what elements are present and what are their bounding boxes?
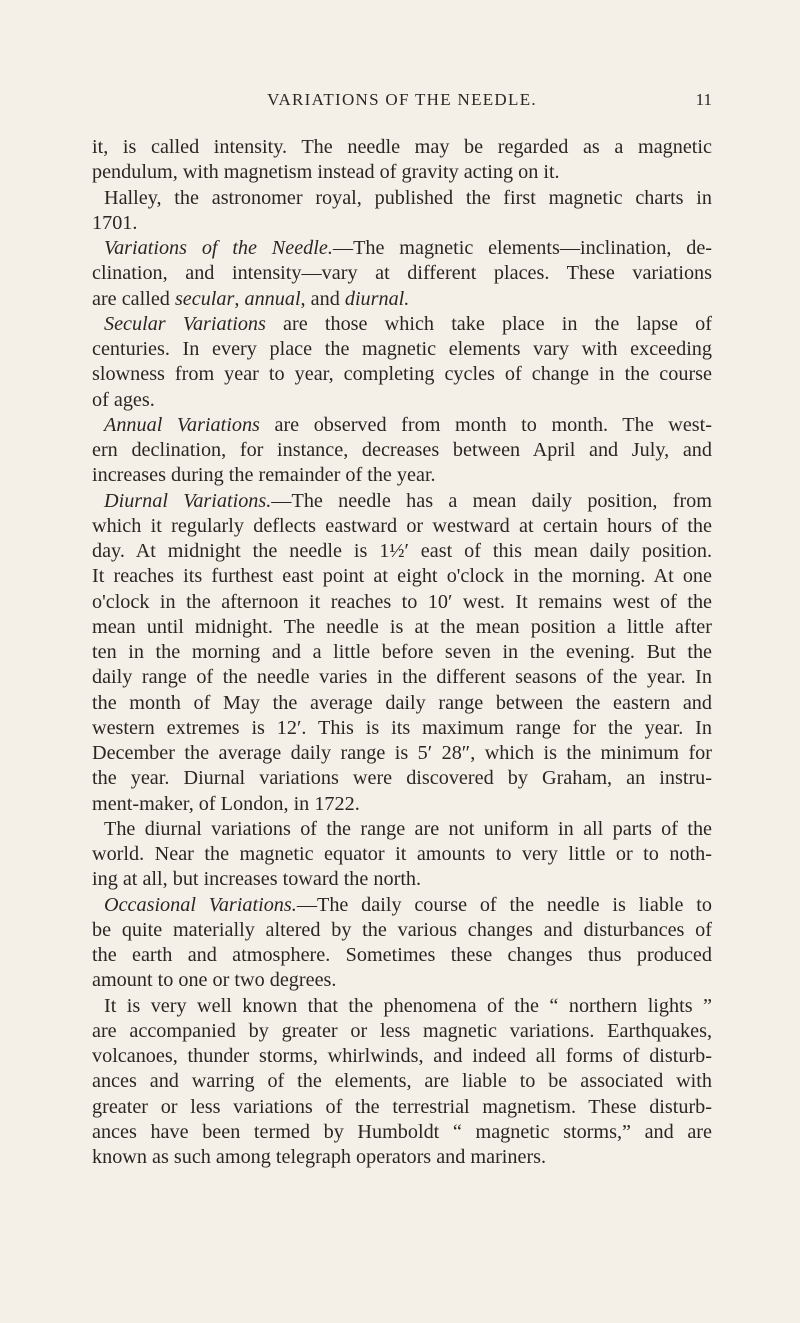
text-line [92, 362, 712, 387]
page-number: 11 [695, 90, 712, 109]
italic-run: Variations of the Needle. [104, 237, 333, 259]
text-run: o'clock in the afternoon it reaches to 10′ west. It remains west of the [92, 590, 712, 613]
text-run: slowness from year to year, completing cycles of change in the course [92, 363, 712, 386]
text-run: The diurnal variations of the range are not uniform in all parts of the [104, 817, 712, 840]
text-run: 1701. [92, 211, 138, 234]
text-run: , and [300, 287, 345, 310]
text-line [92, 817, 712, 842]
text-run: western extremes is 12′. This is its maximum range for the year. In [92, 716, 712, 739]
body-text [92, 135, 712, 1170]
text-run: —The needle has a mean daily position, from [271, 489, 712, 512]
text-run: ern declination, for instance, decreases between April and July, and [92, 439, 712, 461]
text-run: ten in the morning and a little before seven in the evening. But the [92, 641, 712, 663]
text-line [92, 388, 712, 413]
text-line [92, 413, 712, 438]
text-run: Halley, the astronomer royal, published the first magnetic charts in [104, 186, 712, 209]
text-line [92, 640, 712, 665]
text-line [92, 186, 712, 211]
text-line [92, 135, 712, 160]
text-line [92, 968, 712, 993]
text-line [92, 564, 712, 589]
italic-run: Occasional Variations. [104, 893, 297, 916]
text-line [92, 741, 712, 766]
text-run: are those which take place in the lapse of [265, 312, 712, 335]
text-run: ances and warring of the elements, are liable to be associated with [92, 1070, 712, 1093]
text-line [92, 918, 712, 943]
text-run: It is very well known that the phenomena of the “ northern lights ” [104, 994, 712, 1017]
text-line [92, 438, 712, 463]
text-line [92, 1019, 712, 1044]
text-run: are observed from month to month. The west- [259, 413, 712, 436]
text-line [92, 766, 712, 791]
italic-run: Annual Variations [104, 413, 260, 436]
text-run: the earth and atmosphere. Sometimes these changes thus produced [92, 944, 712, 966]
italic-run: Diurnal Variations. [104, 489, 272, 512]
text-run: —The daily course of the needle is liable to [296, 893, 712, 916]
text-line [92, 842, 712, 867]
text-run: greater or less variations of the terrestrial magnetism. These disturb- [92, 1095, 712, 1118]
text-line [92, 236, 712, 261]
text-line [92, 994, 712, 1019]
text-run: of ages. [92, 388, 155, 411]
text-line [92, 514, 712, 539]
text-run: world. Near the magnetic equator it amounts to very little or to noth- [92, 843, 712, 865]
text-line [92, 539, 712, 564]
text-run: mean until midnight. The needle is at the mean position a little after [92, 615, 712, 638]
text-run: day. At midnight the needle is 1½′ east of this mean daily position. [92, 540, 712, 562]
text-run: known as such among telegraph operators and mariners. [92, 1146, 547, 1168]
running-title: VARIATIONS OF THE NEEDLE. [267, 90, 537, 109]
text-line [92, 590, 712, 615]
text-run: increases during the remainder of the year. [92, 464, 436, 487]
italic-run: Secular Variations [104, 312, 266, 335]
text-run: pendulum, with magnetism instead of gravity acting on it. [92, 161, 560, 184]
text-line [92, 312, 712, 337]
text-run: be quite materially altered by the various changes and disturbances of [92, 918, 712, 941]
text-line [92, 792, 712, 817]
text-run: —The magnetic elements—inclination, de- [332, 237, 712, 259]
text-run: ment-maker, of London, in 1722. [92, 792, 360, 815]
text-run: amount to one or two degrees. [92, 969, 337, 992]
text-run: , [234, 287, 245, 310]
text-run: ing at all, but increases toward the north. [92, 868, 422, 891]
text-line [92, 463, 712, 488]
text-run: the month of May the average daily range between the eastern and [92, 691, 712, 714]
text-line [92, 1069, 712, 1094]
text-run: are called [92, 287, 175, 310]
text-line [92, 1145, 712, 1170]
text-run: centuries. In every place the magnetic elements vary with exceeding [92, 338, 712, 360]
text-run: the year. Diurnal variations were discovered by Graham, an instru- [92, 767, 712, 790]
text-run: daily range of the needle varies in the different seasons of the year. In [92, 666, 712, 689]
text-line [92, 867, 712, 892]
text-line [92, 615, 712, 640]
text-line [92, 1044, 712, 1069]
text-run: which it regularly deflects eastward or westward at certain hours of the [92, 514, 712, 537]
text-line [92, 211, 712, 236]
text-run: clination, and intensity—vary at different places. These variations [92, 262, 712, 285]
text-line [92, 943, 712, 968]
text-line [92, 287, 712, 312]
text-line [92, 1095, 712, 1120]
running-header [92, 90, 712, 114]
text-line [92, 489, 712, 514]
italic-run: annual [244, 287, 301, 310]
text-run: it, is called intensity. The needle may be regarded as a magnetic [92, 136, 712, 158]
text-line [92, 261, 712, 286]
text-line [92, 691, 712, 716]
text-line [92, 893, 712, 918]
text-run: It reaches its furthest east point at eight o'clock in the morning. At one [92, 565, 712, 588]
italic-run: diurnal. [344, 287, 410, 310]
text-run: ances have been termed by Humboldt “ magnetic storms,” and are [92, 1120, 712, 1143]
text-line [92, 716, 712, 741]
text-run: December the average daily range is 5′ 28″, which is the minimum for [92, 742, 712, 764]
text-line [92, 337, 712, 362]
text-run: volcanoes, thunder storms, whirlwinds, and indeed all forms of disturb- [92, 1045, 712, 1067]
text-line [92, 1120, 712, 1145]
text-line [92, 160, 712, 185]
text-line [92, 665, 712, 690]
text-run: are accompanied by greater or less magnetic variations. Earthquakes, [92, 1019, 712, 1042]
italic-run: secular [174, 287, 235, 310]
